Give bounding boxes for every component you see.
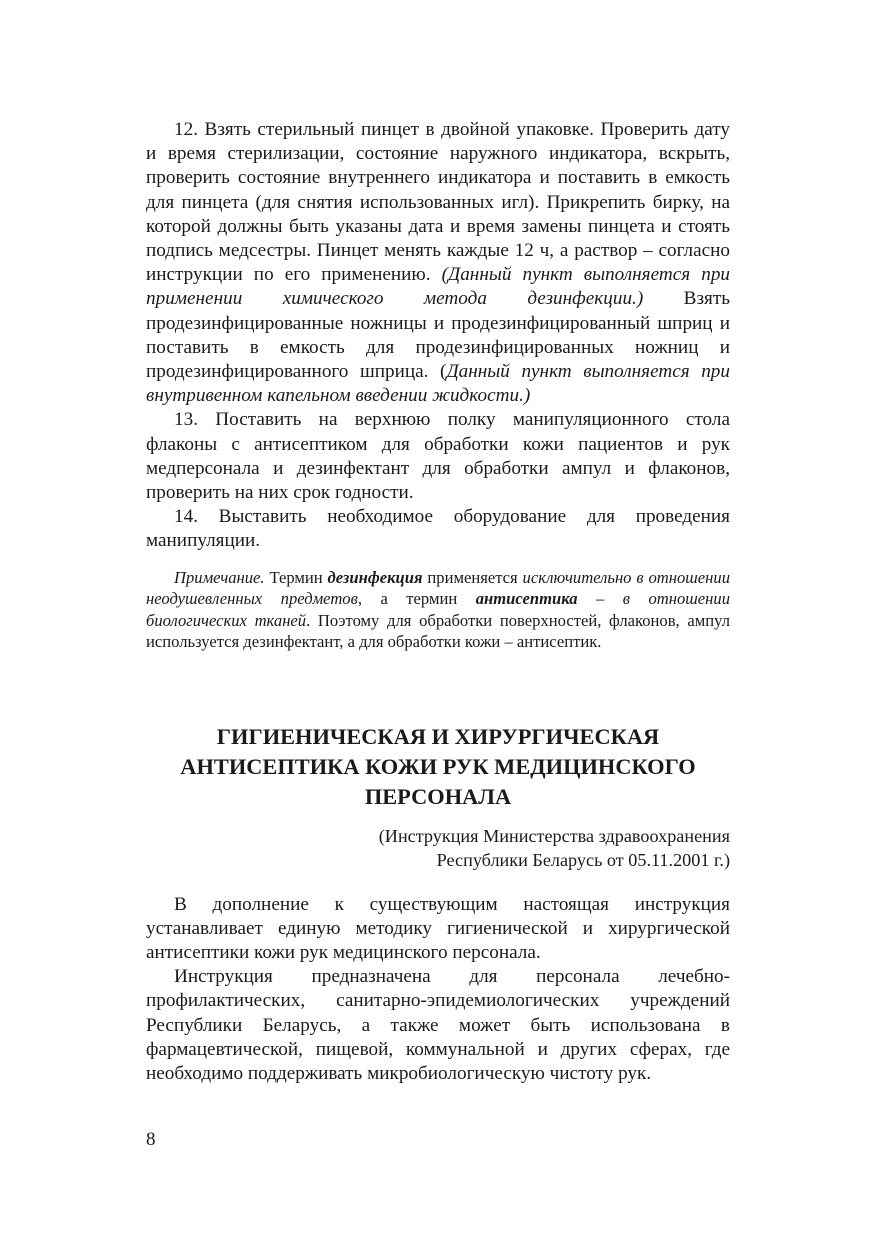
note-text-4: – bbox=[577, 589, 623, 609]
page-body bbox=[146, 118, 730, 1086]
section-heading: ГИГИЕНИЧЕСКАЯ И ХИРУРГИЧЕСКАЯ АНТИСЕПТИКА КОЖИ РУК МЕДИЦИНСКОГО ПЕРСОНАЛА bbox=[180, 724, 696, 810]
note-italic-2: в отношении биологических тканей bbox=[146, 589, 730, 630]
note-italic-1: исключительно в отношении неодушевленных предметов bbox=[146, 567, 730, 609]
note-text-3: , а термин bbox=[357, 589, 476, 609]
section-source bbox=[146, 825, 730, 873]
note-term-antiseptics: антисептика bbox=[475, 589, 578, 609]
item-12-text-b: Взять продезинфицированные ножницы и продезинфицированный шприц и поставить в емкость для продезинфицированных ножниц и продезинфицированного шприца. ( bbox=[146, 288, 730, 383]
note-label: Примечание. bbox=[174, 567, 265, 587]
item-12-italic-a: (Данный пункт выполняется при применении химического метода дезинфекции.) bbox=[146, 264, 731, 310]
note-paragraph bbox=[146, 567, 730, 653]
section-paragraph-1: В дополнение к существующим настоящая инструкция устанавливает единую методику гигиенической и хирургической антисептики кожи рук медицинского персонала. bbox=[146, 893, 730, 964]
page-number: 8 bbox=[146, 1129, 156, 1150]
note-text-1: Термин bbox=[264, 567, 328, 587]
item-12-italic-b: Данный пункт выполняется при внутривенном капельном введении жидкости.) bbox=[146, 361, 730, 407]
note-text-2: применяется bbox=[422, 567, 523, 587]
item-12-text-a: 12. Взять стерильный пинцет в двойной упаковке. Проверить дату и время стерилизации, состояние наружного индикатора, вскрыть, проверить состояние внутреннего индикатора и поставить в емкость для пинцета (для снятия использованных игл). Прикрепить бирку, на которой должны быть указаны дата и время замены пинцета и стоять подпись медсестры. Пинцет менять каждые 12 ч, а раствор – согласно инструкции по его применению. bbox=[146, 119, 730, 286]
source-line-1: (Инструкция Министерства здравоохранения bbox=[378, 826, 730, 847]
note-text-5: . Поэтому для обработки поверхностей, флаконов, ампул используется дезинфектант, а для обработки кожи – антисептик. bbox=[146, 610, 730, 652]
note-term-disinfection: дезинфекция bbox=[327, 567, 423, 587]
section-paragraph-2: Инструкция предназначена для персонала лечебно-профилактических, санитарно-эпидемиологических учреждений Республики Беларусь, а также может быть использована в фармацевтической, пищевой, коммунальной и других сферах, где необходимо поддерживать микробиологическую чистоту рук. bbox=[146, 966, 730, 1085]
item-13-paragraph: 13. Поставить на верхнюю полку манипуляционного стола флаконы с антисептиком для обработки кожи пациентов и рук медперсонала и дезинфектант для обработки ампул и флаконов, проверить на них срок годности. bbox=[146, 409, 730, 504]
item-12-paragraph bbox=[146, 118, 730, 408]
source-line-2: Республики Беларусь от 05.11.2001 г.) bbox=[436, 849, 730, 870]
item-14-paragraph: 14. Выставить необходимое оборудование для проведения манипуляции. bbox=[146, 506, 730, 552]
